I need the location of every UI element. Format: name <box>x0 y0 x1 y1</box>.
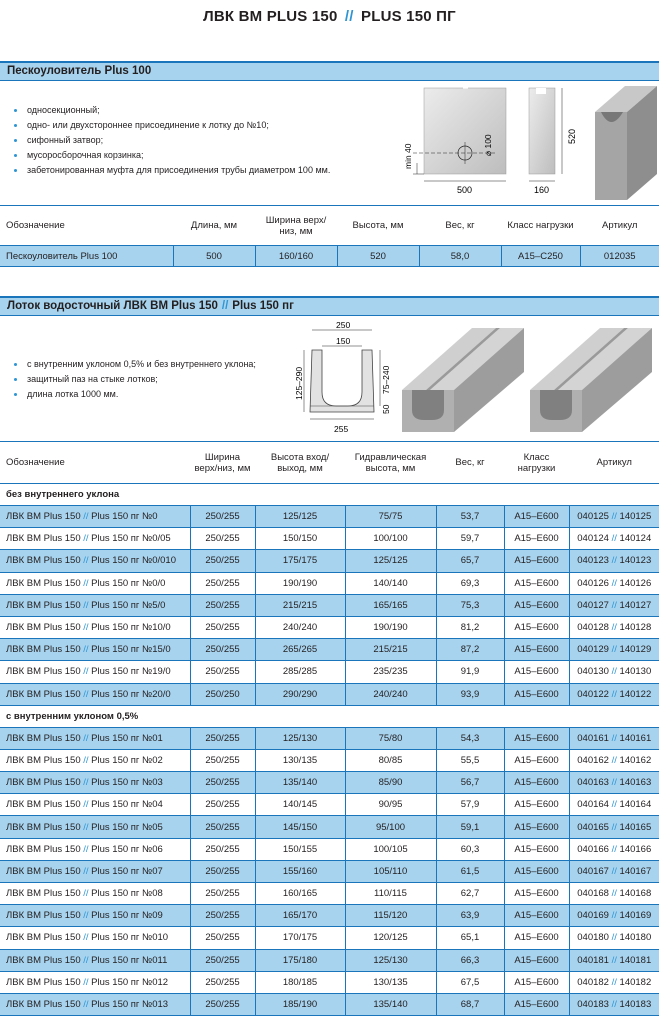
separator: // <box>608 843 620 855</box>
section-title-left: Лоток водосточный ЛВК ВМ Plus 150 <box>7 300 218 312</box>
table-row: ЛВК ВМ Plus 150 // Plus 150 пг №04 250/255 140/145 90/95 57,9 A15–E600 040164 // 140164 <box>0 794 659 816</box>
col-height: Высота вход/выход, мм <box>255 442 345 484</box>
table-row: ЛВК ВМ Plus 150 // Plus 150 пг №09 250/255 165/170 115/120 63,9 A15–E600 040169 // 140169 <box>0 905 659 927</box>
table-row: ЛВК ВМ Plus 150 // Plus 150 пг №010 250/255 170/175 120/125 65,1 A15–E600 040180 // 140180 <box>0 927 659 949</box>
separator: // <box>80 511 92 523</box>
title-right: PLUS 150 ПГ <box>361 8 456 25</box>
col-load-class: Класс нагрузки <box>504 442 569 484</box>
separator: // <box>608 732 620 744</box>
title-left: ЛВК ВМ PLUS 150 <box>203 8 338 25</box>
feature-item: односекционный; <box>14 103 330 118</box>
bullet-icon <box>14 109 17 112</box>
separator: // <box>80 732 92 744</box>
separator: // <box>608 555 620 567</box>
table-row: ЛВК ВМ Plus 150 // Plus 150 пг №06 250/255 150/155 100/105 60,3 A15–E600 040166 // 140166 <box>0 838 659 860</box>
separator: // <box>608 999 620 1011</box>
bullet-icon <box>14 139 17 142</box>
dim-depth: 160 <box>534 185 550 195</box>
table-row: ЛВК ВМ Plus 150 // Plus 150 пг №02 250/255 130/135 80/85 55,5 A15–E600 040162 // 140162 <box>0 749 659 771</box>
table-row: ЛВК ВМ Plus 150 // Plus 150 пг №012 250/255 180/185 130/135 67,5 A15–E600 040182 // 140182 <box>0 971 659 993</box>
separator: // <box>80 599 92 611</box>
dim-width: 500 <box>457 185 473 195</box>
separator: // <box>80 577 92 589</box>
separator: // <box>608 910 620 922</box>
channel-cross-section <box>290 320 400 438</box>
feature-item: забетонированная муфта для присоединения трубы диаметром 100 мм. <box>14 163 330 178</box>
table-header <box>0 206 659 246</box>
table-row: ЛВК ВМ Plus 150 // Plus 150 пг №08 250/255 160/165 110/115 62,7 A15–E600 040168 // 140168 <box>0 883 659 905</box>
separator: // <box>608 599 620 611</box>
col-article: Артикул <box>569 442 659 484</box>
section-title-separator: // <box>221 300 229 312</box>
table-group-header: с внутренним уклоном 0,5% <box>0 705 659 727</box>
table-row: ЛВК ВМ Plus 150 // Plus 150 пг №10/0 250/255 240/240 190/190 81,2 A15–E600 040128 // 140128 <box>0 616 659 638</box>
feature-item: с внутренним уклоном 0,5% и без внутреннего уклона; <box>14 357 256 372</box>
table-row: ЛВК ВМ Plus 150 // Plus 150 пг №0/0 250/255 190/190 140/140 69,3 A15–E600 040126 // 140126 <box>0 572 659 594</box>
separator: // <box>608 865 620 877</box>
separator: // <box>608 799 620 811</box>
separator: // <box>80 754 92 766</box>
separator: // <box>80 999 92 1011</box>
feature-item: длина лотка 1000 мм. <box>14 387 256 402</box>
table-row: ЛВК ВМ Plus 150 // Plus 150 пг №03 250/255 135/140 85/90 56,7 A15–E600 040163 // 140163 <box>0 772 659 794</box>
sand-trap-drawing <box>395 84 659 200</box>
channel-3d-renders <box>400 320 659 438</box>
feature-item: одно- или двухстороннее присоединение к лотку до №10; <box>14 118 330 133</box>
section-header-sand-trap <box>0 61 659 81</box>
channel-render-1 <box>402 328 524 432</box>
separator: // <box>608 932 620 944</box>
table-row: ЛВК ВМ Plus 150 // Plus 150 пг №5/0 250/255 215/215 165/165 75,3 A15–E600 040127 // 140127 <box>0 594 659 616</box>
separator: // <box>608 577 620 589</box>
col-width: Ширина верх/низ, мм <box>255 206 337 246</box>
separator: // <box>608 976 620 988</box>
section-title: Пескоуловитель Plus 100 <box>7 65 152 77</box>
col-hydraulic-height: Гидравлическая высота, мм <box>345 442 436 484</box>
dim-left: 125–290 <box>294 366 304 400</box>
table-row: ЛВК ВМ Plus 150 // Plus 150 пг №15/0 250/255 265/265 215/215 87,2 A15–E600 040129 // 140129 <box>0 639 659 661</box>
dim-top-inner: 150 <box>336 336 351 346</box>
col-length: Длина, мм <box>173 206 255 246</box>
separator: // <box>608 754 620 766</box>
table-row: Пескоуловитель Plus 100 500 160/160 520 58,0 A15–C250 012035 <box>0 246 659 267</box>
dim-right: 75–240 <box>381 365 391 394</box>
separator: // <box>608 644 620 656</box>
dim-base: 50 <box>381 404 391 414</box>
separator: // <box>608 622 620 634</box>
title-separator: // <box>344 8 354 25</box>
col-height: Высота, мм <box>337 206 419 246</box>
separator: // <box>608 666 620 678</box>
sand-trap-features <box>14 103 330 178</box>
table-row: ЛВК ВМ Plus 150 // Plus 150 пг №011 250/255 175/180 125/130 66,3 A15–E600 040181 // 140181 <box>0 949 659 971</box>
bullet-icon <box>14 169 17 172</box>
separator: // <box>80 821 92 833</box>
separator: // <box>608 511 620 523</box>
page-title <box>0 8 659 25</box>
table-group-header: без внутреннего уклона <box>0 484 659 506</box>
feature-item: мусоросборочная корзинка; <box>14 148 330 163</box>
separator: // <box>80 777 92 789</box>
bullet-icon <box>14 378 17 381</box>
separator: // <box>608 533 620 545</box>
dim-height: 520 <box>567 128 577 144</box>
sand-trap-3d <box>595 86 657 200</box>
separator: // <box>608 777 620 789</box>
dim-min: min 40 <box>403 143 413 169</box>
feature-item: защитный паз на стыке лотков; <box>14 372 256 387</box>
col-designation: Обозначение <box>0 442 190 484</box>
feature-item: сифонный затвор; <box>14 133 330 148</box>
dim-bottom: 255 <box>334 424 349 434</box>
separator: // <box>80 843 92 855</box>
channel-table <box>0 441 659 1016</box>
separator: // <box>80 799 92 811</box>
separator: // <box>80 555 92 567</box>
table-header <box>0 442 659 484</box>
col-width: Ширина верх/низ, мм <box>190 442 255 484</box>
separator: // <box>80 622 92 634</box>
col-weight: Вес, кг <box>436 442 504 484</box>
table-row: ЛВК ВМ Plus 150 // Plus 150 пг №013 250/255 185/190 135/140 68,7 A15–E600 040183 // 140183 <box>0 993 659 1015</box>
col-designation: Обозначение <box>0 206 173 246</box>
table-row: ЛВК ВМ Plus 150 // Plus 150 пг №0/010 250/255 175/175 125/125 65,7 A15–E600 040123 // 140123 <box>0 550 659 572</box>
table-row: ЛВК ВМ Plus 150 // Plus 150 пг №01 250/255 125/130 75/80 54,3 A15–E600 040161 // 140161 <box>0 727 659 749</box>
bullet-icon <box>14 154 17 157</box>
table-row: ЛВК ВМ Plus 150 // Plus 150 пг №19/0 250/255 285/285 235/235 91,9 A15–E600 040130 // 140130 <box>0 661 659 683</box>
table-row: ЛВК ВМ Plus 150 // Plus 150 пг №05 250/255 145/150 95/100 59,1 A15–E600 040165 // 140165 <box>0 816 659 838</box>
col-article: Артикул <box>580 206 659 246</box>
section-title-right: Plus 150 пг <box>232 300 294 312</box>
separator: // <box>80 910 92 922</box>
separator: // <box>608 821 620 833</box>
dim-pipe: ⌀ 100 <box>483 134 493 156</box>
col-load-class: Класс нагрузки <box>501 206 580 246</box>
separator: // <box>80 644 92 656</box>
separator: // <box>80 688 92 700</box>
channel-features <box>14 357 256 402</box>
side-view <box>529 88 555 174</box>
channel-render-2 <box>530 328 652 432</box>
table-row: ЛВК ВМ Plus 150 // Plus 150 пг №0/05 250/255 150/150 100/100 59,7 A15–E600 040124 // 140124 <box>0 528 659 550</box>
section-header-channel <box>0 296 659 316</box>
separator: // <box>608 954 620 966</box>
table-row: ЛВК ВМ Plus 150 // Plus 150 пг №07 250/255 155/160 105/110 61,5 A15–E600 040167 // 140167 <box>0 860 659 882</box>
separator: // <box>608 888 620 900</box>
separator: // <box>80 865 92 877</box>
separator: // <box>608 688 620 700</box>
bullet-icon <box>14 124 17 127</box>
dim-top-outer: 250 <box>336 320 351 330</box>
separator: // <box>80 533 92 545</box>
separator: // <box>80 888 92 900</box>
channel-profile <box>310 350 374 412</box>
separator: // <box>80 666 92 678</box>
bullet-icon <box>14 393 17 396</box>
col-weight: Вес, кг <box>419 206 501 246</box>
sand-trap-table <box>0 205 659 267</box>
separator: // <box>80 932 92 944</box>
table-row: ЛВК ВМ Plus 150 // Plus 150 пг №20/0 250/250 290/290 240/240 93,9 A15–E600 040122 // 140122 <box>0 683 659 705</box>
separator: // <box>80 954 92 966</box>
separator: // <box>80 976 92 988</box>
table-row: ЛВК ВМ Plus 150 // Plus 150 пг №0 250/255 125/125 75/75 53,7 A15–E600 040125 // 140125 <box>0 506 659 528</box>
bullet-icon <box>14 363 17 366</box>
